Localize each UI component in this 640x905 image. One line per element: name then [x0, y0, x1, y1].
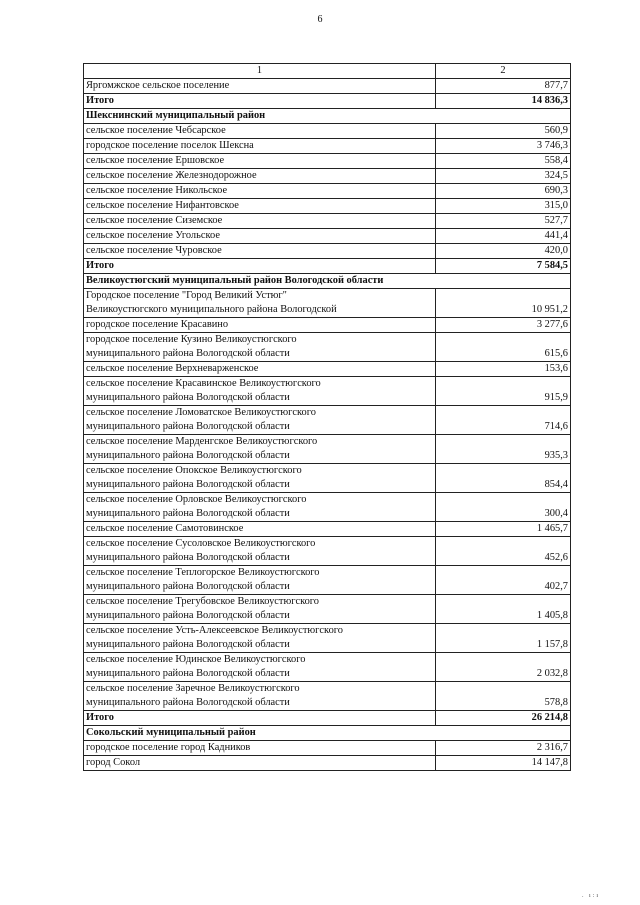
name-line: городское поселение Кузино Великоустюгского [86, 334, 297, 345]
table-row [84, 199, 571, 214]
total-value: 7 584,5 [436, 259, 571, 274]
amount-value: 452,6 [436, 537, 571, 566]
settlement-name [84, 741, 436, 756]
amount-value: 420,0 [436, 244, 571, 259]
amount-value: 14 147,8 [436, 756, 571, 771]
name-line: городское поселение Красавино [86, 319, 229, 330]
name-line: Великоустюгский муниципальный район Вологодской области [86, 275, 384, 286]
name-line: сельское поселение Железнодорожное [86, 170, 257, 181]
settlement-name [84, 154, 436, 169]
name-line: сельское поселение Теплогорское Великоустюгского [86, 567, 320, 578]
table-row [84, 464, 571, 493]
total-label [84, 94, 436, 109]
table-row [84, 154, 571, 169]
settlement-name [84, 464, 436, 493]
name-line: муниципального района Вологодской области [86, 552, 290, 563]
amount-value: 324,5 [436, 169, 571, 184]
settlement-name [84, 124, 436, 139]
amount-value: 1 465,7 [436, 522, 571, 537]
total-row [84, 711, 571, 726]
name-line: муниципального района Вологодской области [86, 508, 290, 519]
table-row [84, 139, 571, 154]
amount-value: 2 032,8 [436, 653, 571, 682]
table-row [84, 333, 571, 362]
table-row [84, 682, 571, 711]
name-line: сельское поселение Усть-Алексеевское Великоустюгского [86, 625, 343, 636]
settlement-name [84, 493, 436, 522]
column-header-1: 1 [84, 64, 436, 79]
settlement-name [84, 214, 436, 229]
total-row [84, 94, 571, 109]
amount-value: 935,3 [436, 435, 571, 464]
table-row [84, 406, 571, 435]
name-line: Великоустюгского муниципального района Вологодской [86, 304, 337, 315]
allocation-table [83, 63, 571, 771]
name-line: муниципального района Вологодской области [86, 392, 290, 403]
page-number: 6 [317, 14, 323, 25]
region-heading-row [84, 726, 571, 741]
name-line: сельское поселение Сиземское [86, 215, 223, 226]
name-line: сельское поселение Марденгское Великоустюгского [86, 436, 318, 447]
settlement-name [84, 318, 436, 333]
name-line: Итого [86, 95, 114, 106]
settlement-name [84, 169, 436, 184]
name-line: сельское поселение Опокское Великоустюгского [86, 465, 302, 476]
region-name [84, 109, 571, 124]
settlement-name [84, 537, 436, 566]
settlement-name [84, 377, 436, 406]
region-name [84, 726, 571, 741]
table-row [84, 184, 571, 199]
settlement-name [84, 566, 436, 595]
name-line: муниципального района Вологодской области [86, 450, 290, 461]
name-line: город Сокол [86, 757, 141, 768]
amount-value: 2 316,7 [436, 741, 571, 756]
settlement-name [84, 139, 436, 154]
table-row [84, 624, 571, 653]
name-line: сельское поселение Орловское Великоустюгского [86, 494, 307, 505]
name-line: сельское поселение Красавинское Великоустюгского [86, 378, 321, 389]
amount-value: 1 157,8 [436, 624, 571, 653]
settlement-name [84, 435, 436, 464]
name-line: муниципального района Вологодской области [86, 581, 290, 592]
settlement-name [84, 624, 436, 653]
amount-value: 690,3 [436, 184, 571, 199]
settlement-name [84, 289, 436, 318]
total-value: 26 214,8 [436, 711, 571, 726]
amount-value: 527,7 [436, 214, 571, 229]
amount-value: 877,7 [436, 79, 571, 94]
amount-value: 402,7 [436, 566, 571, 595]
table-row [84, 653, 571, 682]
table-row [84, 79, 571, 94]
settlement-name [84, 244, 436, 259]
table-row [84, 566, 571, 595]
settlement-name [84, 362, 436, 377]
table-row [84, 537, 571, 566]
settlement-name [84, 184, 436, 199]
amount-value: 915,9 [436, 377, 571, 406]
name-line: сельское поселение Трегубовское Великоустюгского [86, 596, 320, 607]
table-row [84, 229, 571, 244]
name-line: муниципального района Вологодской области [86, 479, 290, 490]
settlement-name [84, 406, 436, 435]
region-heading-row [84, 274, 571, 289]
amount-value: 315,0 [436, 199, 571, 214]
amount-value: 441,4 [436, 229, 571, 244]
name-line: Шекснинский муниципальный район [86, 110, 266, 121]
name-line: сельское поселение Сусоловское Великоустюгского [86, 538, 316, 549]
amount-value: 558,4 [436, 154, 571, 169]
name-line: Городское поселение "Город Великий Устюг" [86, 290, 287, 301]
name-line: городское поселение поселок Шексна [86, 140, 254, 151]
name-line: сельское поселение Ломоватское Великоустюгского [86, 407, 316, 418]
settlement-name [84, 756, 436, 771]
table-row [84, 756, 571, 771]
name-line: муниципального района Вологодской области [86, 697, 290, 708]
name-line: муниципального района Вологодской области [86, 348, 290, 359]
table-row [84, 244, 571, 259]
table-row [84, 169, 571, 184]
amount-value: 3 746,3 [436, 139, 571, 154]
amount-value: 153,6 [436, 362, 571, 377]
name-line: Итого [86, 712, 114, 723]
amount-value: 1 405,8 [436, 595, 571, 624]
table-row [84, 362, 571, 377]
name-line: сельское поселение Самотовинское [86, 523, 244, 534]
table-row [84, 318, 571, 333]
name-line: сельское поселение Чебсарское [86, 125, 226, 136]
region-heading-row [84, 109, 571, 124]
settlement-name [84, 653, 436, 682]
name-line: городское поселение город Кадников [86, 742, 251, 753]
settlement-name [84, 522, 436, 537]
amount-value: 300,4 [436, 493, 571, 522]
settlement-name [84, 682, 436, 711]
column-header-2: 2 [436, 64, 571, 79]
name-line: сельское поселение Юдинское Великоустюгского [86, 654, 306, 665]
name-line: сельское поселение Верхневарженское [86, 363, 259, 374]
table-row [84, 124, 571, 139]
table-row [84, 435, 571, 464]
table-row [84, 595, 571, 624]
table-row [84, 741, 571, 756]
amount-value: 560,9 [436, 124, 571, 139]
table-row [84, 522, 571, 537]
name-line: сельское поселение Нифантовское [86, 200, 239, 211]
amount-value: 10 951,2 [436, 289, 571, 318]
total-row [84, 259, 571, 274]
name-line: сельское поселение Заречное Великоустюгского [86, 683, 300, 694]
amount-value: 578,8 [436, 682, 571, 711]
settlement-name [84, 229, 436, 244]
name-line: муниципального района Вологодской области [86, 610, 290, 621]
settlement-name [84, 595, 436, 624]
table-row [84, 377, 571, 406]
total-label [84, 711, 436, 726]
name-line: сельское поселение Чуровское [86, 245, 222, 256]
footer-mark: . ı:ı [581, 893, 600, 899]
table-row [84, 493, 571, 522]
settlement-name [84, 199, 436, 214]
total-value: 14 836,3 [436, 94, 571, 109]
amount-value: 854,4 [436, 464, 571, 493]
name-line: сельское поселение Угольское [86, 230, 220, 241]
name-line: Сокольский муниципальный район [86, 727, 256, 738]
table-header-row [84, 64, 571, 79]
name-line: Итого [86, 260, 114, 271]
name-line: муниципального района Вологодской области [86, 639, 290, 650]
total-label [84, 259, 436, 274]
table-row [84, 214, 571, 229]
amount-value: 3 277,6 [436, 318, 571, 333]
name-line: сельское поселение Никольское [86, 185, 228, 196]
settlement-name [84, 333, 436, 362]
settlement-name [84, 79, 436, 94]
name-line: муниципального района Вологодской области [86, 668, 290, 679]
name-line: Яргомжское сельское поселение [86, 80, 230, 91]
table-row [84, 289, 571, 318]
amount-value: 615,6 [436, 333, 571, 362]
name-line: муниципального района Вологодской области [86, 421, 290, 432]
name-line: сельское поселение Ершовское [86, 155, 225, 166]
amount-value: 714,6 [436, 406, 571, 435]
region-name [84, 274, 571, 289]
